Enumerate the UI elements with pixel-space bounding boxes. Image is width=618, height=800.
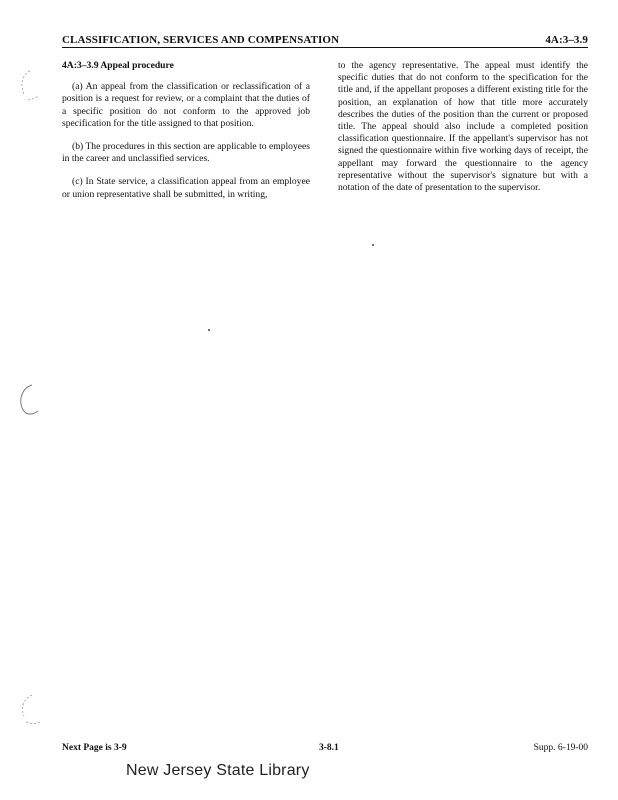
- library-stamp: New Jersey State Library: [126, 762, 310, 779]
- running-header: [62, 34, 588, 46]
- paragraph-c-continuation: to the agency representative. The appeal must identify the specific duties that do not conform to the specification for the title and, if the appellant proposes a different existing title for the position, an explanation of how that title more accurately describes the duties of the position than the current or proposed title. The appeal should also include a completed position classification questionnaire. If the appellant's supervisor has not signed the questionnaire within five working days of receipt, the appellant may forward the questionnaire to the agency representative without the supervisor's signature but with a notation of the date of presentation to the supervisor.: [338, 60, 588, 194]
- page-number: 3-8.1: [319, 743, 339, 753]
- scan-speck: [208, 329, 210, 331]
- supplement-date: Supp. 6-19-00: [533, 743, 588, 753]
- binder-hole-mark-top: [16, 68, 42, 104]
- paragraph-c: (c) In State service, a classification appeal from an employee or union representative shall be submitted, in writing,: [62, 176, 310, 200]
- left-column: [62, 60, 310, 212]
- header-rule: [62, 47, 588, 48]
- binder-hole-mark-middle: [14, 382, 42, 418]
- section-heading: 4A:3–3.9 Appeal procedure: [62, 60, 174, 71]
- scan-speck: [372, 244, 374, 246]
- right-column: [338, 60, 588, 194]
- header-title: CLASSIFICATION, SERVICES AND COMPENSATION: [62, 34, 340, 46]
- paragraph-b: (b) The procedures in this section are applicable to employees in the career and unclassified services.: [62, 141, 310, 165]
- next-page-note: Next Page is 3-9: [62, 743, 127, 753]
- binder-hole-mark-bottom: [16, 692, 44, 728]
- paragraph-a: (a) An appeal from the classification or reclassification of a position is a request for review, or a complaint that the duties of a specific position do not conform to the approved job specification for the title assigned to that position.: [62, 81, 310, 129]
- page-footer: [62, 743, 588, 753]
- header-section-number: 4A:3–3.9: [545, 34, 588, 46]
